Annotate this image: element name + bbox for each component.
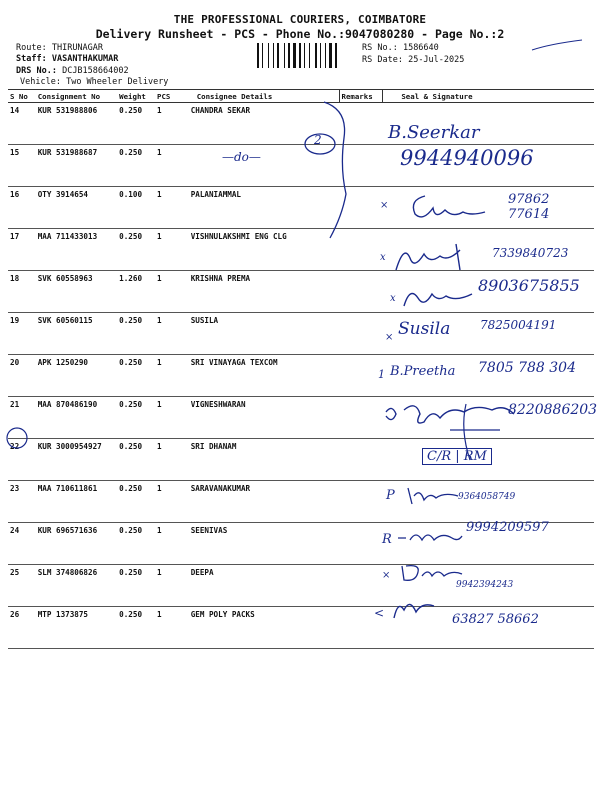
hw-mark-16: × <box>380 200 389 211</box>
barcode-bar <box>260 43 261 68</box>
hw-sig-17 <box>390 240 490 274</box>
cell-consignment-no: SLM 374806826 <box>37 568 98 577</box>
barcode-bar <box>280 43 283 68</box>
hw-sig-23 <box>404 484 464 508</box>
hw-sig-25-phone: 9942394243 <box>456 580 514 590</box>
vehicle-line: Vehicle: Two Wheeler Delivery <box>20 77 169 87</box>
cell-consignment-no: MAA 870486190 <box>37 400 98 409</box>
cell-sno: 17 <box>10 232 20 241</box>
cell-consignment-no: MAA 710611861 <box>37 484 98 493</box>
hw-sig-21-phone: 8220886203 <box>508 402 598 418</box>
cell-consignment-no: OTY 3914654 <box>37 190 89 199</box>
cell-remarks <box>339 481 383 523</box>
hw-sig-14-phone: 9944940096 <box>400 146 534 170</box>
cell-sno: 22 <box>10 442 20 451</box>
hw-mark-19: × <box>385 332 394 343</box>
col-pcs: PCS <box>155 90 189 103</box>
cell-consignment-no: MAA 711433013 <box>37 232 98 241</box>
pen-scribble-header <box>530 38 585 52</box>
barcode-bar <box>311 43 314 68</box>
cell-pcs: 1 <box>157 400 162 409</box>
cell-weight: 0.100 <box>119 190 143 199</box>
hw-mark-23: P <box>386 488 395 503</box>
cell-remarks <box>339 523 383 565</box>
hw-sig-24-phone: 9994209597 <box>466 520 549 535</box>
hw-mark-25: × <box>382 570 391 581</box>
hw-mark-18: x <box>390 293 396 304</box>
barcode-bar <box>277 43 279 68</box>
barcode-bar <box>293 43 296 68</box>
barcode-bar <box>320 43 321 68</box>
cell-weight: 0.250 <box>119 484 143 493</box>
barcode-bar <box>335 43 337 68</box>
hw-sig-14-name: B.Seerkar <box>388 122 480 143</box>
cell-sno: 24 <box>10 526 20 535</box>
barcode-bar <box>327 43 328 68</box>
hw-sig-17-phone: 7339840723 <box>492 246 569 260</box>
barcode-bar <box>284 43 285 68</box>
staff-value: VASANTHAKUMAR <box>51 54 119 64</box>
hw-sig-22-stamp: C/R | RM <box>422 448 492 465</box>
barcode-bar <box>306 43 308 68</box>
cell-remarks <box>339 565 383 607</box>
cell-consignment-no: SVK 60560115 <box>37 316 93 325</box>
col-weight: Weight <box>117 90 155 103</box>
hw-sig-16-phone: 97862 77614 <box>508 192 550 222</box>
barcode-bar <box>288 43 290 68</box>
cell-consignment-no: KUR 3000954927 <box>37 442 102 451</box>
cell-sno: 20 <box>10 358 20 367</box>
cell-pcs: 1 <box>157 484 162 493</box>
barcode-bar <box>273 43 274 68</box>
cell-sno: 14 <box>10 106 20 115</box>
cell-pcs: 1 <box>157 442 162 451</box>
cell-consignment-no: KUR 531988806 <box>37 106 98 115</box>
hw-sig-20-phone: 7805 788 304 <box>478 360 576 376</box>
hw-sig-26 <box>390 596 440 622</box>
barcode-bar <box>329 43 332 68</box>
cell-consignee: SUSILA <box>190 316 219 325</box>
rs-date-value: 25-Jul-2025 <box>408 55 465 65</box>
cell-weight: 0.250 <box>119 400 143 409</box>
cell-consignee: SRI VINAYAGA TEXCOM <box>190 358 278 367</box>
cell-sno: 26 <box>10 610 20 619</box>
hw-mark-26: < <box>374 606 385 620</box>
cell-sno: 18 <box>10 274 20 283</box>
hw-sig-18 <box>400 282 480 310</box>
cell-remarks <box>339 355 383 397</box>
cell-remarks <box>339 271 383 313</box>
cell-consignment-no: KUR 531988687 <box>37 148 98 157</box>
cell-weight: 0.250 <box>119 526 143 535</box>
barcode-bar <box>304 43 305 68</box>
cell-pcs: 1 <box>157 190 162 199</box>
barcode-bar <box>322 43 324 68</box>
cell-consignee: CHANDRA SEKAR <box>190 106 251 115</box>
cell-pcs: 1 <box>157 526 162 535</box>
cell-pcs: 1 <box>157 148 162 157</box>
cell-weight: 0.250 <box>119 148 143 157</box>
barcode-bar <box>286 43 287 68</box>
cell-consignee: VISHNULAKSHMI ENG CLG <box>190 232 287 241</box>
cell-consignee: PALANIAMMAL <box>190 190 241 199</box>
hw-sig-26-phone: 63827 58662 <box>452 612 539 627</box>
cell-consignment-no: APK 1250290 <box>37 358 89 367</box>
rs-no-value: 1586640 <box>402 43 439 53</box>
cell-pcs: 1 <box>157 274 162 283</box>
rs-date-line: RS Date: 25-Jul-2025 <box>362 55 465 65</box>
cell-weight: 0.250 <box>119 568 143 577</box>
col-consignee: Consignee Details <box>189 90 339 103</box>
cell-sno: 16 <box>10 190 20 199</box>
barcode-bar <box>270 43 272 68</box>
col-signature: Seal & Signature <box>383 90 594 103</box>
company-title: THE PROFESSIONAL COURIERS, COIMBATORE <box>173 13 427 26</box>
barcode-bar <box>338 43 339 68</box>
hw-ditto: —do— <box>222 150 261 164</box>
table-header-row <box>8 90 594 103</box>
table-row <box>8 187 594 229</box>
route-line: Route: THIRUNAGAR <box>16 43 104 53</box>
barcode-bar <box>264 43 267 68</box>
barcode-bar <box>318 43 319 68</box>
cell-sno: 23 <box>10 484 20 493</box>
cell-remarks <box>339 397 383 439</box>
barcode-bar <box>302 43 303 68</box>
cell-weight: 0.250 <box>119 316 143 325</box>
cell-consignee: DEEPA <box>190 568 214 577</box>
col-sno: S No <box>8 90 36 103</box>
hw-sig-20-name: B.Preetha <box>390 364 456 379</box>
cell-pcs: 1 <box>157 316 162 325</box>
barcode-bar <box>299 43 301 68</box>
barcode-bar <box>275 43 276 68</box>
hw-sig-18-phone: 8903675855 <box>478 276 580 295</box>
cell-consignee: SARAVANAKUMAR <box>190 484 251 493</box>
cell-consignment-no: SVK 60558963 <box>37 274 93 283</box>
cell-consignee: SRI DHANAM <box>190 442 237 451</box>
route-value: THIRUNAGAR <box>51 43 104 53</box>
barcode-bar <box>268 43 269 68</box>
hw-sig-16 <box>405 190 495 226</box>
cell-sno: 21 <box>10 400 20 409</box>
cell-weight: 0.250 <box>119 610 143 619</box>
hw-sig-19-name: Susila <box>398 319 451 339</box>
cell-pcs: 1 <box>157 106 162 115</box>
hw-circle-number: 2 <box>314 133 322 147</box>
runsheet-subtitle: Delivery Runsheet - PCS - Phone No.:9047080280 - Page No.:2 <box>95 27 505 41</box>
pen-circle-22 <box>5 426 29 450</box>
rs-no-line: RS No.: 1586640 <box>362 43 439 53</box>
pen-bracket-stroke <box>322 98 362 248</box>
vehicle-value: Two Wheeler Delivery <box>66 77 169 87</box>
cell-consignee: VIGNESHWARAN <box>190 400 246 409</box>
barcode-bar <box>291 43 292 68</box>
barcode-bar <box>333 43 334 68</box>
cell-pcs: 1 <box>157 568 162 577</box>
cell-pcs: 1 <box>157 232 162 241</box>
barcode-bar <box>262 43 263 68</box>
cell-weight: 0.250 <box>119 442 143 451</box>
cell-sno: 25 <box>10 568 20 577</box>
barcode-bar <box>325 43 326 68</box>
hw-sig-24 <box>396 526 466 548</box>
barcode-bar <box>315 43 317 68</box>
hw-mark-24: R <box>382 532 392 547</box>
cell-weight: 1.260 <box>119 274 143 283</box>
cell-remarks <box>339 313 383 355</box>
cell-weight: 0.250 <box>119 106 143 115</box>
cell-pcs: 1 <box>157 610 162 619</box>
drs-value: DCJB158664002 <box>62 66 129 76</box>
staff-line: Staff: VASANTHAKUMAR <box>16 54 119 64</box>
cell-sno: 15 <box>10 148 20 157</box>
hw-sig-19-phone: 7825004191 <box>480 318 557 332</box>
drs-line: DRS No.: DCJB158664002 <box>16 66 129 76</box>
barcode-bar <box>309 43 310 68</box>
cell-consignee: KRISHNA PREMA <box>190 274 251 283</box>
col-consignment: Consignment No <box>36 90 117 103</box>
barcode-bar <box>257 43 259 68</box>
cell-consignment-no: MTP 1373875 <box>37 610 89 619</box>
col-remarks: Remarks <box>339 90 383 103</box>
cell-pcs: 1 <box>157 358 162 367</box>
drs-barcode <box>257 43 353 68</box>
cell-sno: 19 <box>10 316 20 325</box>
cell-consignment-no: KUR 696571636 <box>37 526 98 535</box>
cell-consignee: SEENIVAS <box>190 526 228 535</box>
barcode-bar <box>297 43 298 68</box>
hw-mark-20: 1 <box>378 368 385 381</box>
cell-weight: 0.250 <box>119 232 143 241</box>
hw-sig-23-phone: 9364058749 <box>458 492 516 502</box>
cell-consignee: GEM POLY PACKS <box>190 610 255 619</box>
cell-remarks <box>339 439 383 481</box>
hw-mark-17: x <box>380 252 386 263</box>
cell-weight: 0.250 <box>119 358 143 367</box>
